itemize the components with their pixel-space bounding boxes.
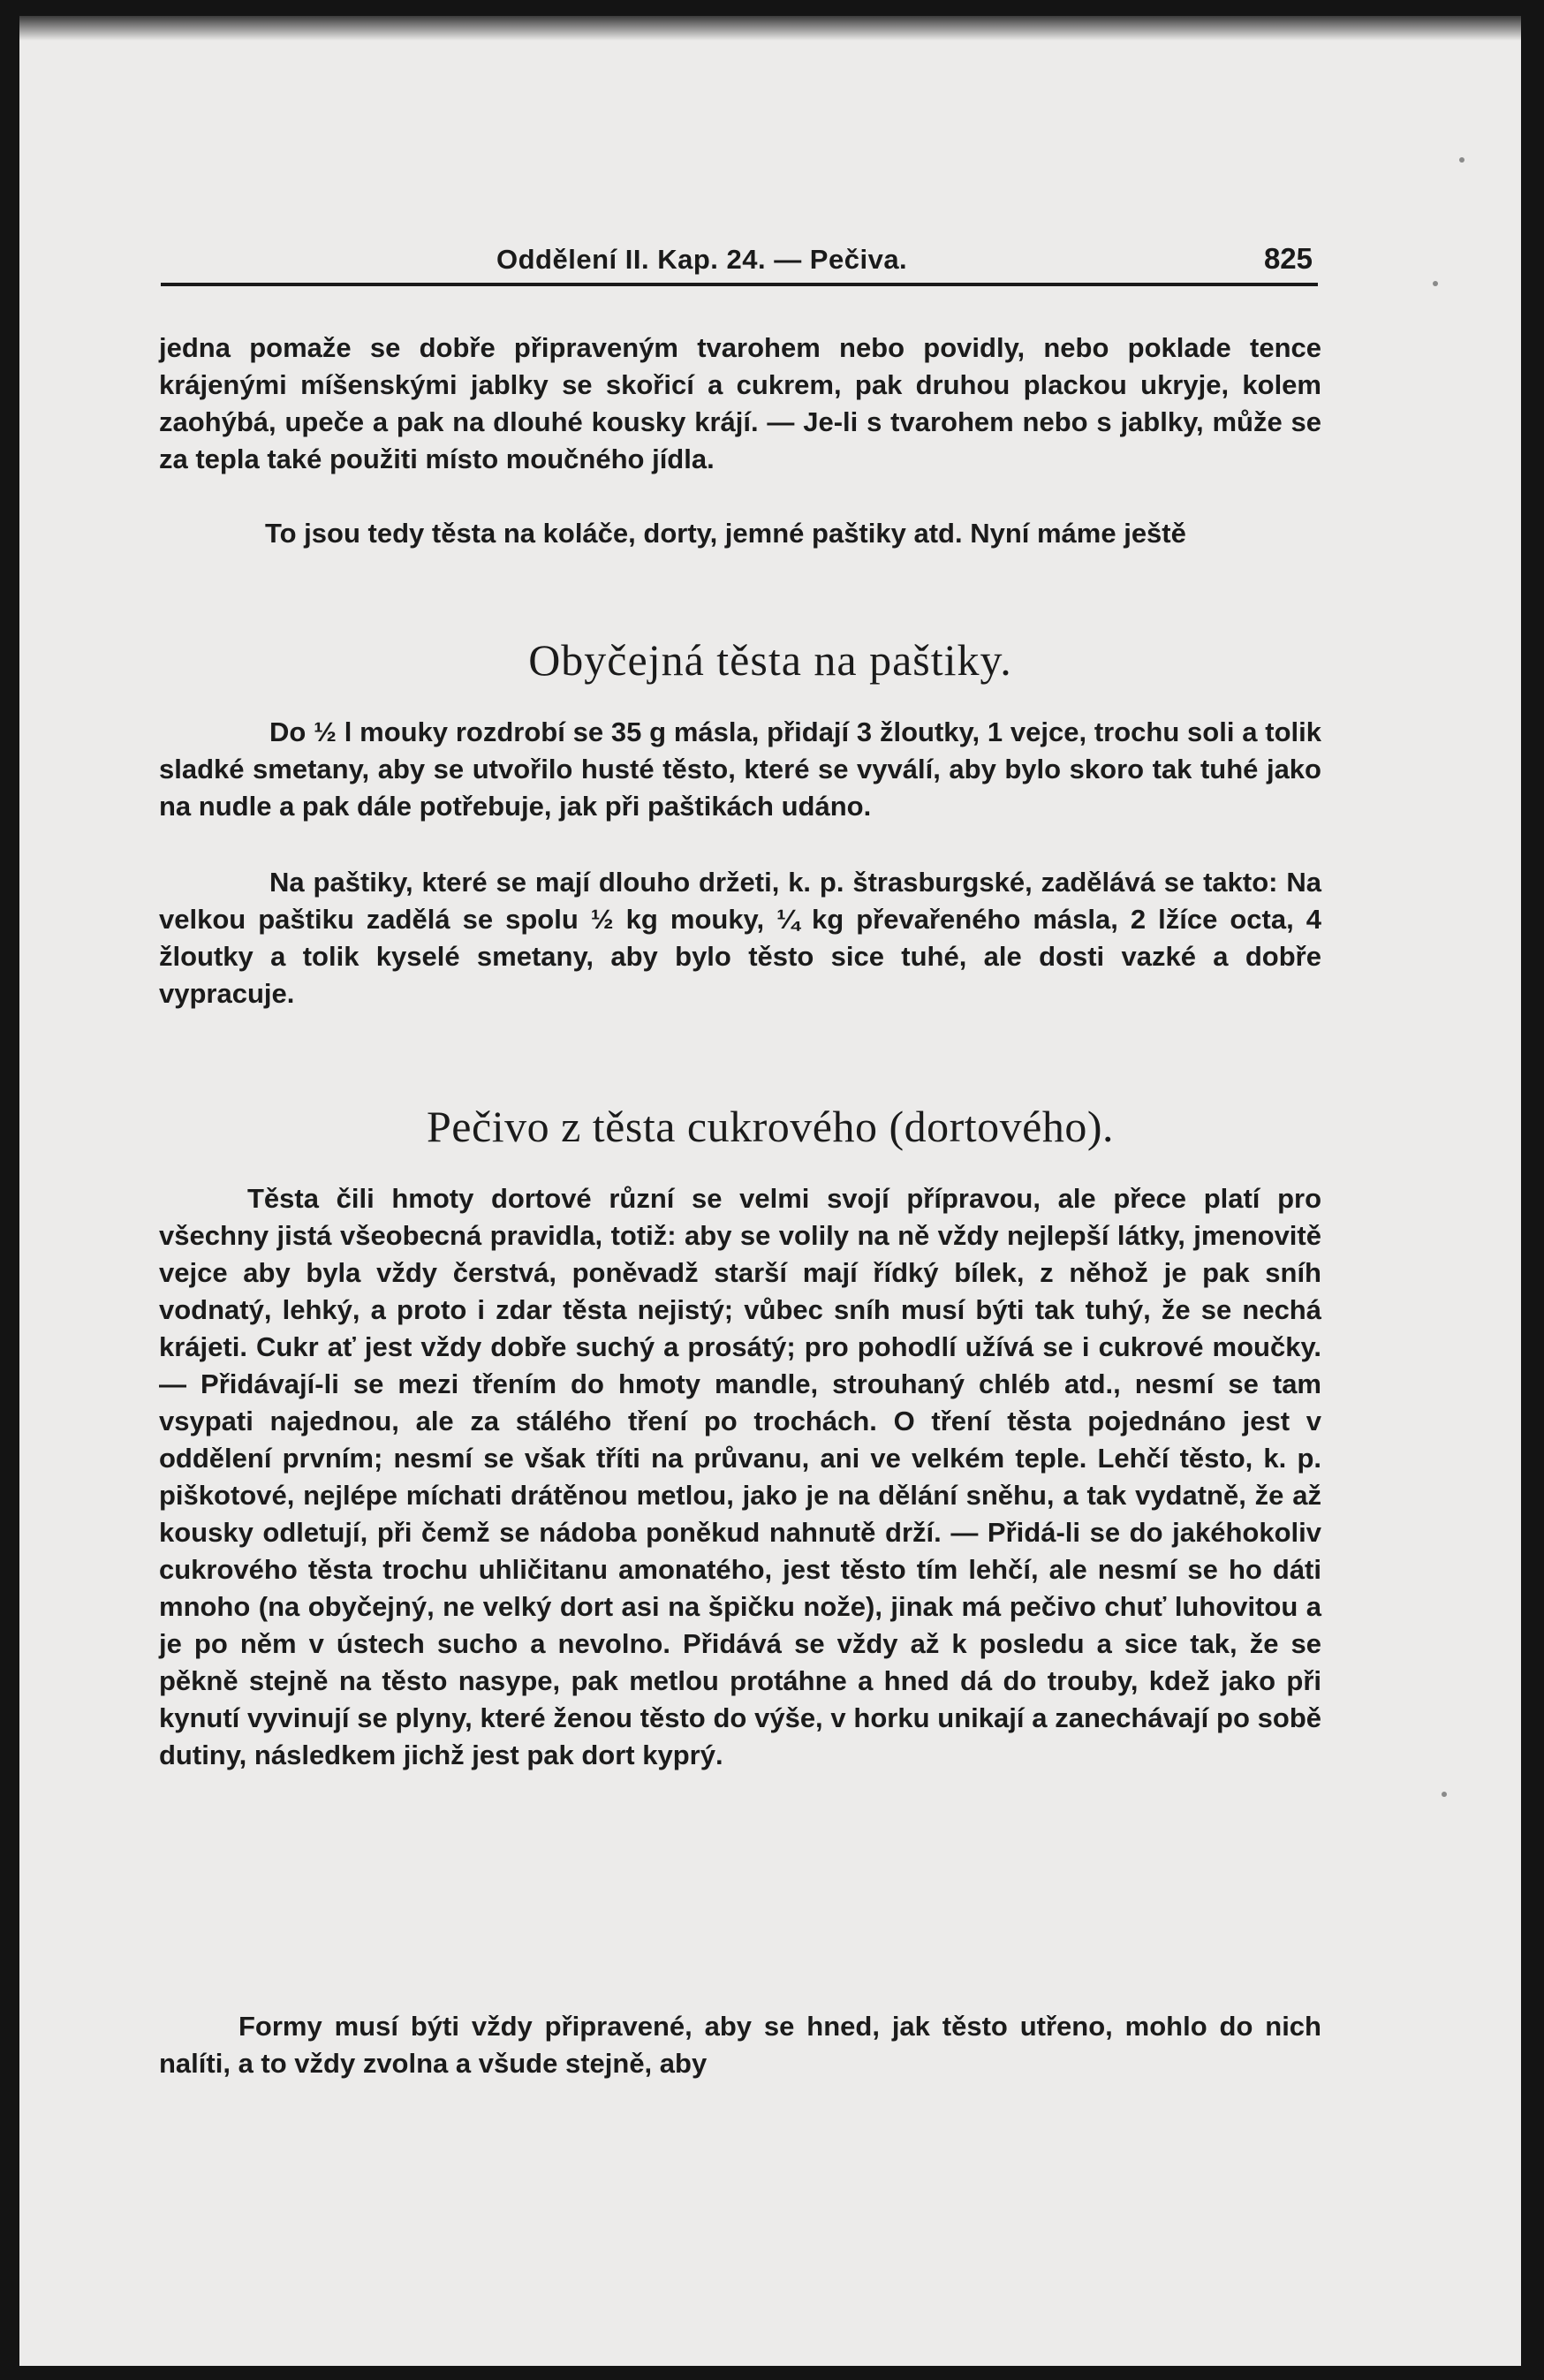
scan-speck (1433, 281, 1438, 286)
scan-speck (1459, 157, 1465, 163)
paragraph-6: Formy musí býti vždy připravené, aby se hned, jak těsto utřeno, mohlo do nich nalíti, a to vždy zvolna a všude stejně, aby (159, 2011, 1321, 2079)
page-number: 825 (1263, 242, 1313, 275)
section-heading-pastry-dough: Obyčejná těsta na paštiky. (528, 635, 1012, 685)
paragraph-2: To jsou tedy těsta na koláče, dorty, jemné paštiky atd. Nyní máme ještě (265, 518, 1186, 549)
paragraph-1: jedna pomaže se dobře připraveným tvarohem nebo povidly, nebo poklade tence krájenými míšenskými jablky se skořicí a cukrem, pak druhou plackou ukryje, kolem zaohýbá, upeče a pak na dlouhé kousky krájí. — Je-li s tvarohem nebo s jablky, může se za tepla také použiti místo moučného jídla. (159, 332, 1321, 474)
paragraph-3: Do ½ l mouky rozdrobí se 35 g másla, přidají 3 žloutky, 1 vejce, trochu soli a tolik sladké smetany, aby se utvořilo husté těsto, které se vyválí, aby bylo skoro tak tuhé jako na nudle a pak dále potřebuje, jak při paštikách udáno. (159, 716, 1321, 822)
running-title: Oddělení II. Kap. 24. — Pečiva. (496, 244, 908, 275)
book-page (19, 16, 1521, 2366)
paragraph-4: Na paštiky, které se mají dlouho držeti, k. p. štrasburgské, zadělává se takto: Na velkou paštiku zadělá se spolu ½ kg mouky, ¼ kg převařeného másla, 2 lžíce octa, 4 žloutky a tolik kyselé smetany, aby bylo těsto sice tuhé, ale dosti vazké a dobře vypracuje. (159, 867, 1321, 1009)
section-heading-sugar-dough: Pečivo z těsta cukrového (dortového). (427, 1102, 1114, 1151)
paragraph-5: Těsta čili hmoty dortové různí se velmi svojí přípravou, ale přece platí pro všechny jistá všeobecná pravidla, totiž: aby se volily na ně vždy nejlepší látky, jmenovitě vejce aby byla vždy čerstvá, poněvadž starší mají řídký bílek, z něhož je pak sníh vodnatý, lehký, a proto i zdar těsta nejistý; vůbec sníh musí býti tak tuhý, že se nechá krájeti. Cukr ať jest vždy dobře suchý a prosátý; pro pohodlí užívá se i cukrové moučky. — Přidávají-li se mezi třením do hmoty mandle, strouhaný chléb atd., nesmí se tam vsypati najednou, ale za stálého tření po trochách. O tření těsta pojednáno jest v oddělení prvním; nesmí se však tříti na průvanu, ani ve velkém teple. Lehčí těsto, k. p. piškotové, nejlépe míchati drátěnou metlou, jako je na dělání sněhu, a tak vydatně, že až kousky odletují, při čemž se nádoba poněkud nahnutě drží. — Přidá-li se do jakéhokoliv cukrového těsta trochu uhličitanu amonatého, jest těsto tím lehčí, ale nesmí se ho dáti mnoho (na obyčejný, ne velký dort asi na špičku nože), jinak má pečivo chuť luhovitou a je po něm v ústech sucho a nevolno. Přidává se vždy až k posledu a sice tak, že se pěkně stejně na těsto nasype, pak metlou protáhne a hned dá do trouby, kdež jako při kynutí vyvinují se plyny, které ženou těsto do výše, v horku unikají a zanechávají po sobě dutiny, následkem jichž jest pak dort kyprý. (159, 1183, 1321, 1770)
scan-speck (1442, 1792, 1447, 1797)
page-header (161, 221, 1318, 286)
scan-edge (19, 16, 1521, 41)
